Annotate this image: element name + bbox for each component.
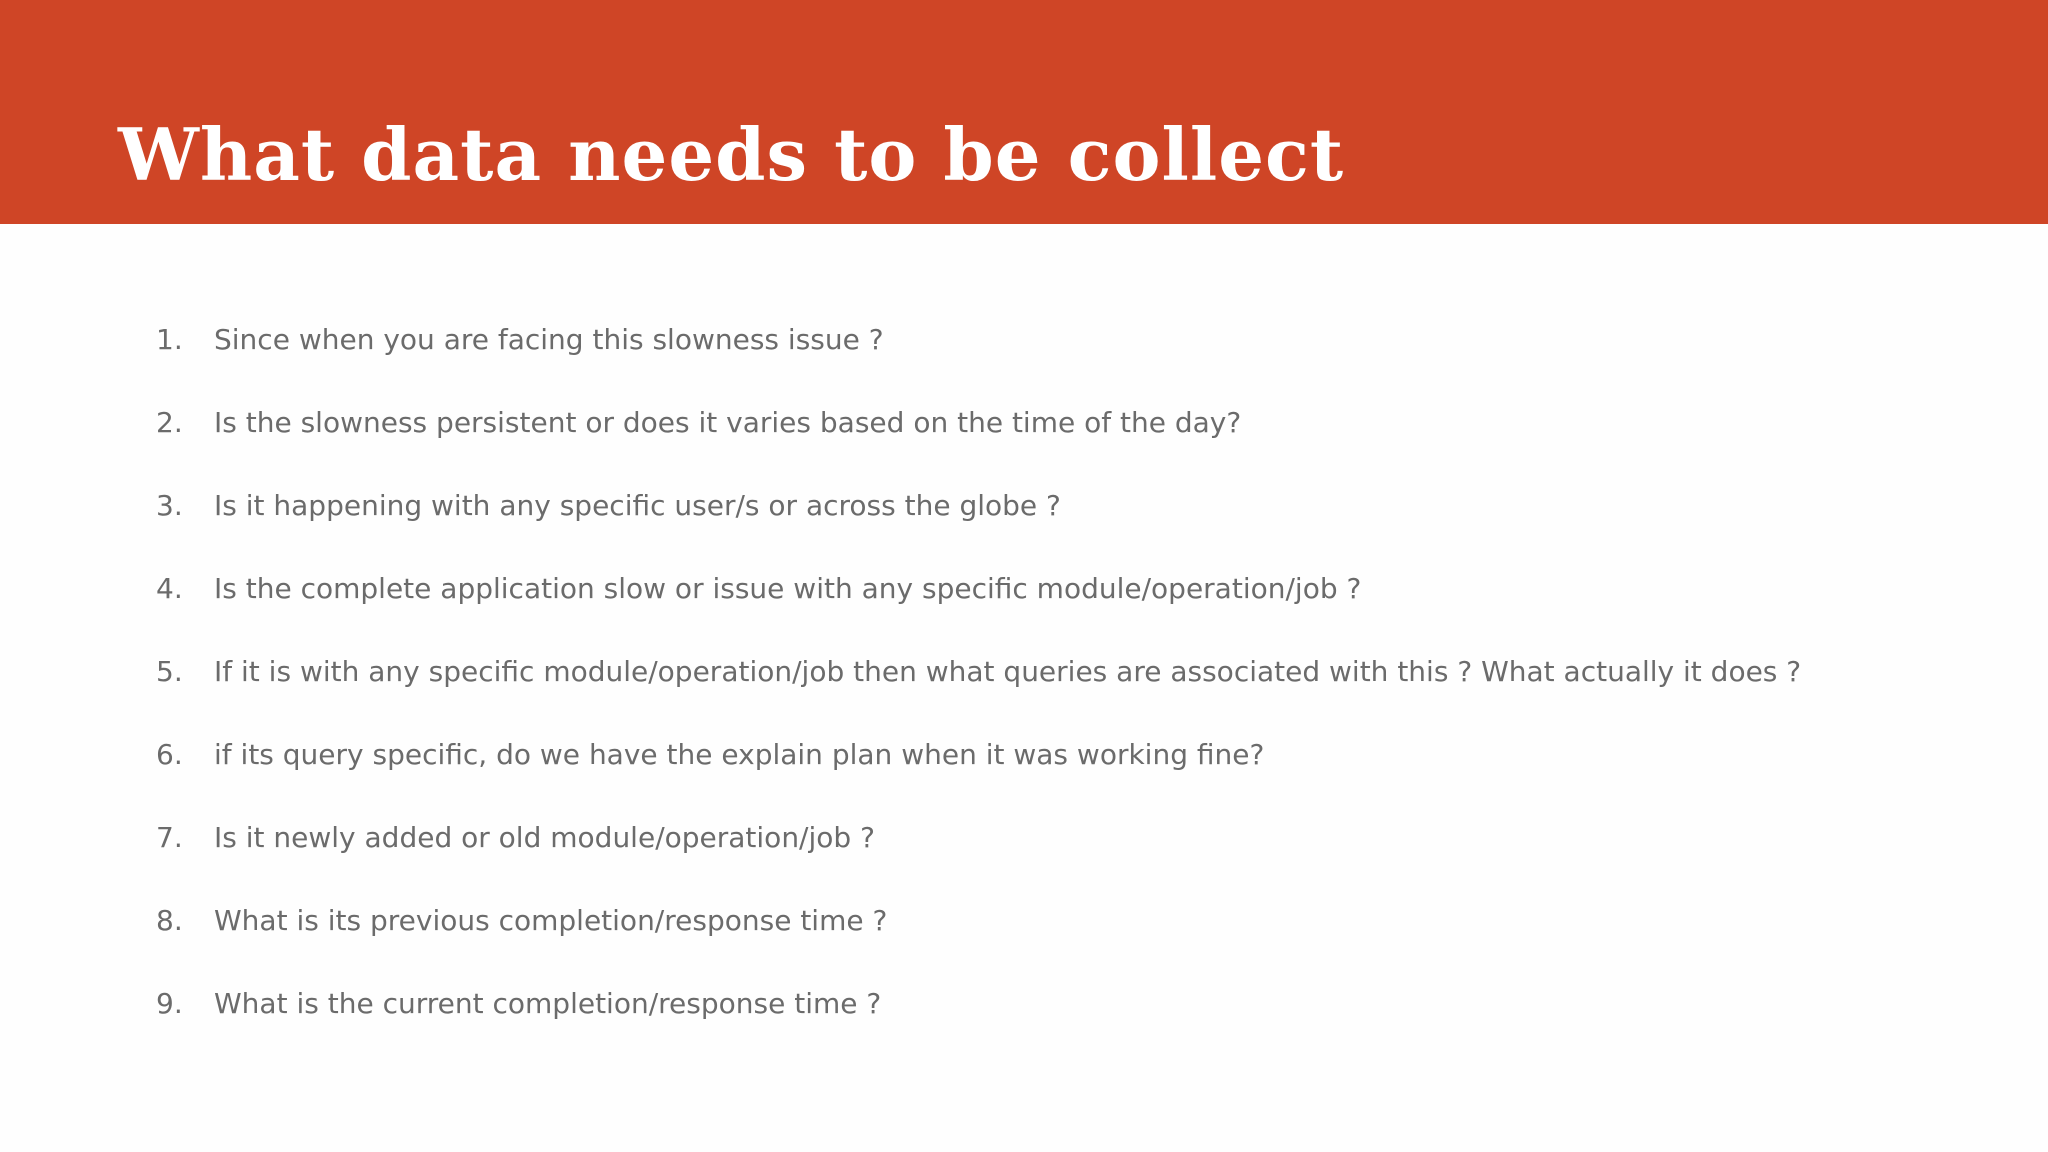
- list-item: [156, 896, 1996, 946]
- list-item-number: 2.: [156, 406, 183, 439]
- list-item-text: What is the current completion/response time ?: [214, 987, 882, 1020]
- list-item-text: if its query specific, do we have the explain plan when it was working fine?: [214, 738, 1265, 771]
- list-item-number: 6.: [156, 738, 183, 771]
- slide-title: What data needs to be collect: [118, 112, 1345, 197]
- list-item: [156, 398, 1996, 448]
- list-item: [156, 813, 1996, 863]
- list-item-number: 5.: [156, 655, 183, 688]
- title-bar: [0, 0, 2048, 224]
- list-item-number: 1.: [156, 323, 183, 356]
- list-item: [156, 481, 1996, 531]
- list-item-number: 3.: [156, 489, 183, 522]
- list-item-text: If it is with any specific module/operation/job then what queries are associated with this ? What actually it does ?: [214, 655, 1802, 688]
- list-item-text: Since when you are facing this slowness issue ?: [214, 323, 884, 356]
- list-item-number: 9.: [156, 987, 183, 1020]
- list-item-text: What is its previous completion/response time ?: [214, 904, 888, 937]
- list-item: [156, 979, 1996, 1029]
- list-item: [156, 315, 1996, 365]
- list-item-number: 7.: [156, 821, 183, 854]
- list-item-number: 8.: [156, 904, 183, 937]
- list-item-text: Is the slowness persistent or does it varies based on the time of the day?: [214, 406, 1242, 439]
- list-item: [156, 647, 1996, 697]
- list-item: [156, 730, 1996, 780]
- list-item-text: Is it newly added or old module/operation/job ?: [214, 821, 875, 854]
- list-item-text: Is it happening with any specific user/s or across the globe ?: [214, 489, 1061, 522]
- list-item: [156, 564, 1996, 614]
- list-item-text: Is the complete application slow or issue with any specific module/operation/job ?: [214, 572, 1362, 605]
- list-item-number: 4.: [156, 572, 183, 605]
